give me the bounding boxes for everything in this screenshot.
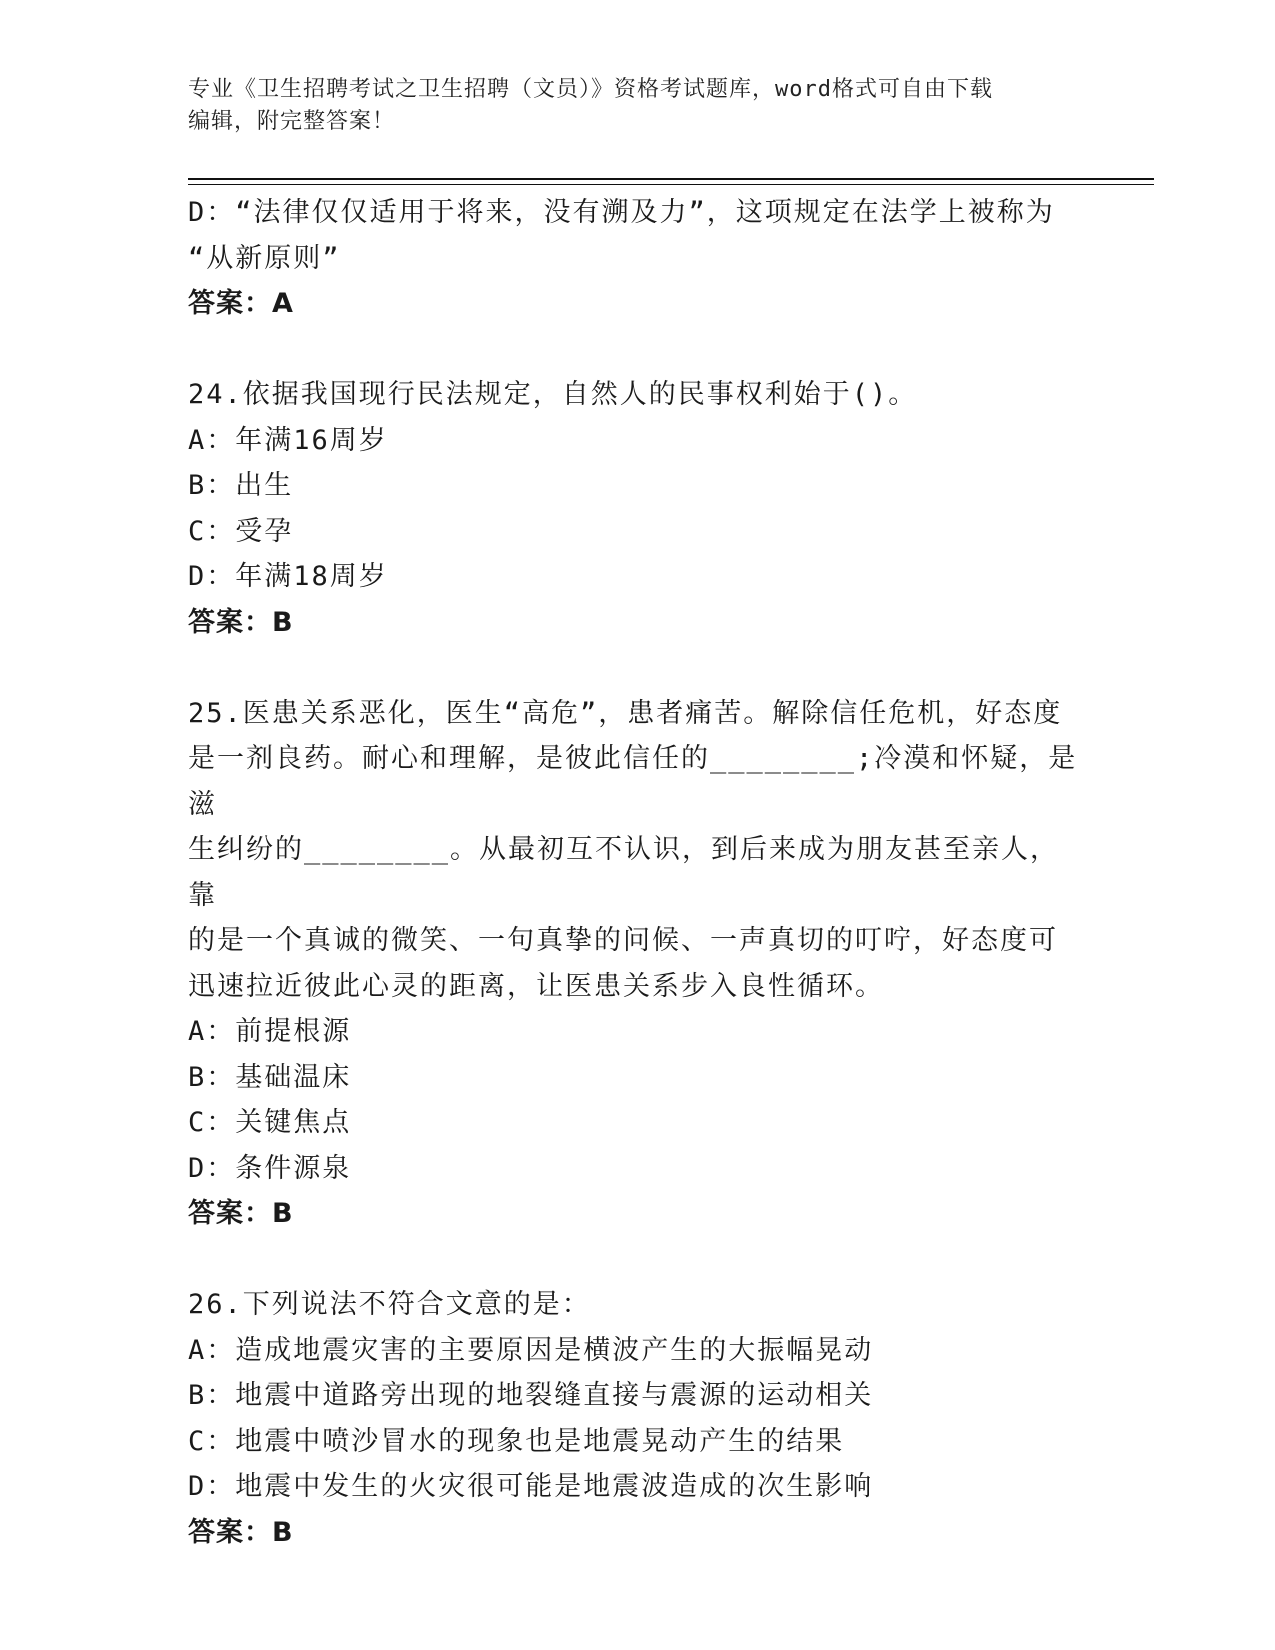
option-c: C：受孕 — [188, 515, 294, 547]
option-d: D：条件源泉 — [188, 1152, 352, 1184]
prev-question — [188, 190, 1088, 327]
question-text: 26.下列说法不符合文意的是： — [188, 1289, 591, 1320]
option-a: A：前提根源 — [188, 1016, 352, 1047]
spacer — [188, 1237, 1088, 1283]
question-content — [188, 190, 1088, 1555]
header-line-1: 专业《卫生招聘考试之卫生招聘（文员）》资格考试题库，word格式可自由下载 — [188, 77, 993, 102]
question-text-line-5: 迅速拉近彼此心灵的距离，让医患关系步入良性循环。 — [188, 970, 884, 1002]
option-b: B：基础温床 — [188, 1061, 352, 1093]
spacer — [188, 327, 1088, 373]
question-text-line-4: 的是一个真诚的微笑、一句真挚的问候、一声真切的叮咛，好态度可 — [188, 925, 1058, 956]
page-header — [188, 74, 1088, 138]
option-b: B：地震中道路旁出现的地裂缝直接与震源的运动相关 — [188, 1380, 874, 1411]
answer: 答案：B — [188, 1198, 294, 1229]
answer: 答案：B — [188, 606, 294, 638]
answer: 答案：B — [188, 1516, 294, 1548]
option-d: D：年满18周岁 — [188, 561, 388, 592]
option-a: A：年满16周岁 — [188, 424, 388, 456]
option-a: A：造成地震灾害的主要原因是横波产生的大振幅晃动 — [188, 1334, 874, 1366]
option-d: D：地震中发生的火灾很可能是地震波造成的次生影响 — [188, 1471, 874, 1502]
option-c: C：地震中喷沙冒水的现象也是地震晃动产生的结果 — [188, 1425, 845, 1457]
question-text-line-2: 是一剂良药。耐心和理解，是彼此信任的________;冷漠和怀疑，是滋 — [188, 743, 1078, 820]
spacer — [188, 645, 1088, 691]
question-text-line-3: 生纠纷的________。从最初互不认识，到后来成为朋友甚至亲人，靠 — [188, 834, 1060, 911]
header-rule-thin — [188, 184, 1154, 185]
option-b: B：出生 — [188, 470, 294, 501]
question-24 — [188, 372, 1088, 645]
option-c: C：关键焦点 — [188, 1107, 352, 1138]
header-line-2: 编辑，附完整答案！ — [188, 109, 396, 134]
header-rule-thick — [188, 178, 1154, 180]
question-text: 24.依据我国现行民法规定，自然人的民事权利始于()。 — [188, 379, 918, 410]
question-text-line-1: 25.医患关系恶化，医生“高危”，患者痛苦。解除信任危机，好态度 — [188, 697, 1063, 729]
option-d-continued: “从新原则” — [188, 242, 341, 274]
question-25 — [188, 691, 1088, 1237]
answer: 答案：A — [188, 288, 294, 319]
question-26 — [188, 1282, 1088, 1555]
option-d: D：“法律仅仅适用于将来，没有溯及力”，这项规定在法学上被称为 — [188, 197, 1055, 228]
